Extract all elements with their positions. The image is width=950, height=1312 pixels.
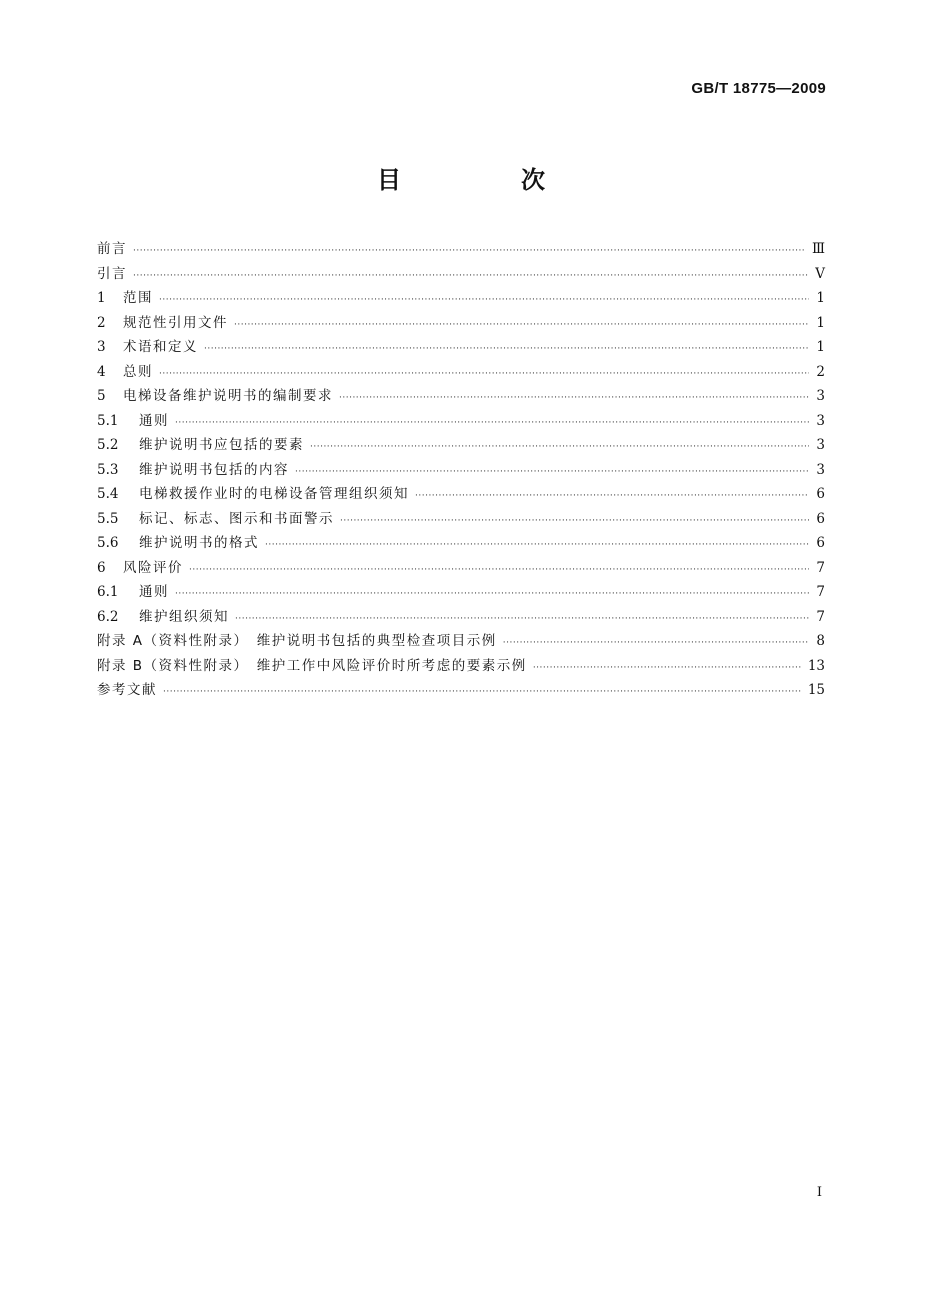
toc-entry-section-6-1[interactable]: [97, 580, 825, 605]
toc-entry-page: 8: [816, 633, 825, 649]
toc-leader-dots: [234, 313, 809, 338]
toc-entry-page: 13: [807, 657, 825, 674]
toc-entry-section-5-4[interactable]: [97, 482, 825, 507]
toc-leader-dots: [175, 582, 809, 607]
toc-entry-label: 标记、标志、图示和书面警示: [139, 510, 334, 527]
toc-leader-dots: [310, 435, 809, 460]
toc-entry-page: 2: [816, 363, 825, 380]
toc-leader-dots: [339, 386, 809, 411]
toc-leader-dots: [204, 337, 809, 362]
toc-entry-page: 6: [816, 486, 825, 502]
toc-leader-dots: [503, 631, 809, 656]
toc-entry-section-5-3[interactable]: [97, 458, 825, 483]
toc-entry-appendix-b[interactable]: [97, 654, 825, 679]
toc-leader-dots: [175, 411, 809, 436]
toc-entry-number: 6: [97, 559, 106, 576]
toc-entry-number: 5.3: [97, 461, 119, 478]
toc-leader-dots: [159, 362, 809, 387]
toc-leader-dots: [415, 484, 809, 509]
toc-leader-dots: [159, 288, 809, 313]
toc-entry-page: 3: [816, 437, 825, 453]
toc-entry-label: 维护组织须知: [139, 608, 229, 625]
toc-entry-number: 1: [97, 290, 106, 306]
toc-entry-number: 4: [97, 363, 106, 380]
toc-entry-page: 3: [816, 412, 825, 429]
toc-entry-section-5-6[interactable]: [97, 531, 825, 556]
page-number: I: [816, 1185, 822, 1200]
toc-leader-dots: [533, 656, 802, 681]
toc-entry-number: 5.2: [97, 437, 119, 453]
toc-entry-page: 1: [816, 290, 825, 306]
toc-leader-dots: [265, 533, 809, 558]
toc-entry-label: 电梯救援作业时的电梯设备管理组织须知: [139, 486, 409, 502]
toc-entry-label: 附录 A（资料性附录） 维护说明书包括的典型检查项目示例: [97, 633, 497, 649]
toc-entry-page: 3: [816, 461, 825, 478]
toc-entry-label: 维护说明书的格式: [139, 535, 259, 551]
toc-entry-appendix-a[interactable]: [97, 629, 825, 654]
toc-entry-section-6[interactable]: [97, 556, 825, 581]
toc-entry-number: 2: [97, 314, 106, 331]
toc-entry-label: 风险评价: [123, 559, 183, 576]
standard-code: GB/T 18775—2009: [691, 80, 826, 97]
toc-entry-preface[interactable]: [97, 237, 825, 262]
toc-entry-page: 7: [816, 559, 825, 576]
toc-entry-page: 7: [816, 608, 825, 625]
toc-entry-section-2[interactable]: [97, 311, 825, 336]
toc-entry-section-5-5[interactable]: [97, 507, 825, 532]
toc-entry-references[interactable]: [97, 678, 825, 703]
toc-entry-label: 通则: [139, 412, 169, 429]
toc-title: 目 次: [377, 166, 593, 194]
toc-leader-dots: [235, 607, 809, 632]
toc-leader-dots: [133, 264, 809, 289]
toc-entry-page: 3: [816, 388, 825, 404]
toc-entry-page: 1: [816, 339, 825, 355]
toc-entry-label: 术语和定义: [123, 339, 198, 355]
toc-leader-dots: [133, 239, 806, 264]
toc-entry-label: 附录 B（资料性附录） 维护工作中风险评价时所考虑的要素示例: [97, 657, 527, 674]
toc-entry-number: 3: [97, 339, 106, 355]
toc-entry-label: 前言: [97, 241, 127, 257]
toc-entry-page: Ⅲ: [811, 241, 825, 257]
toc-entry-page: 15: [807, 682, 825, 698]
toc-entry-page: 7: [816, 584, 825, 600]
toc-entry-number: 5.6: [97, 535, 119, 551]
toc-entry-number: 6.2: [97, 608, 119, 625]
toc-entry-number: 6.1: [97, 584, 119, 600]
toc-entry-label: 电梯设备维护说明书的编制要求: [123, 388, 333, 404]
toc-entry-label: 范围: [123, 290, 153, 306]
toc-leader-dots: [340, 509, 809, 534]
toc-entry-section-5[interactable]: [97, 384, 825, 409]
toc-entry-number: 5.4: [97, 486, 119, 502]
toc-entry-section-6-2[interactable]: [97, 605, 825, 630]
toc-entry-page: Ⅴ: [815, 265, 825, 282]
toc-entry-section-4[interactable]: [97, 360, 825, 385]
toc-entry-number: 5.1: [97, 412, 119, 429]
toc-entry-label: 总则: [123, 363, 153, 380]
toc-entry-section-1[interactable]: [97, 286, 825, 311]
toc-entry-page: 1: [816, 314, 825, 331]
toc-entry-page: 6: [816, 510, 825, 527]
toc-entry-label: 维护说明书包括的内容: [139, 461, 289, 478]
toc-leader-dots: [163, 680, 802, 705]
toc-entry-section-5-2[interactable]: [97, 433, 825, 458]
toc-entry-introduction[interactable]: [97, 262, 825, 287]
table-of-contents: [97, 237, 825, 703]
toc-entry-label: 通则: [139, 584, 169, 600]
toc-entry-label: 参考文献: [97, 682, 157, 698]
toc-entry-label: 维护说明书应包括的要素: [139, 437, 304, 453]
toc-entry-section-3[interactable]: [97, 335, 825, 360]
toc-entry-label: 规范性引用文件: [123, 314, 228, 331]
toc-entry-number: 5: [97, 388, 106, 404]
toc-entry-section-5-1[interactable]: [97, 409, 825, 434]
toc-entry-number: 5.5: [97, 510, 119, 527]
toc-leader-dots: [295, 460, 809, 485]
toc-entry-page: 6: [816, 535, 825, 551]
toc-leader-dots: [189, 558, 809, 583]
toc-entry-label: 引言: [97, 265, 127, 282]
